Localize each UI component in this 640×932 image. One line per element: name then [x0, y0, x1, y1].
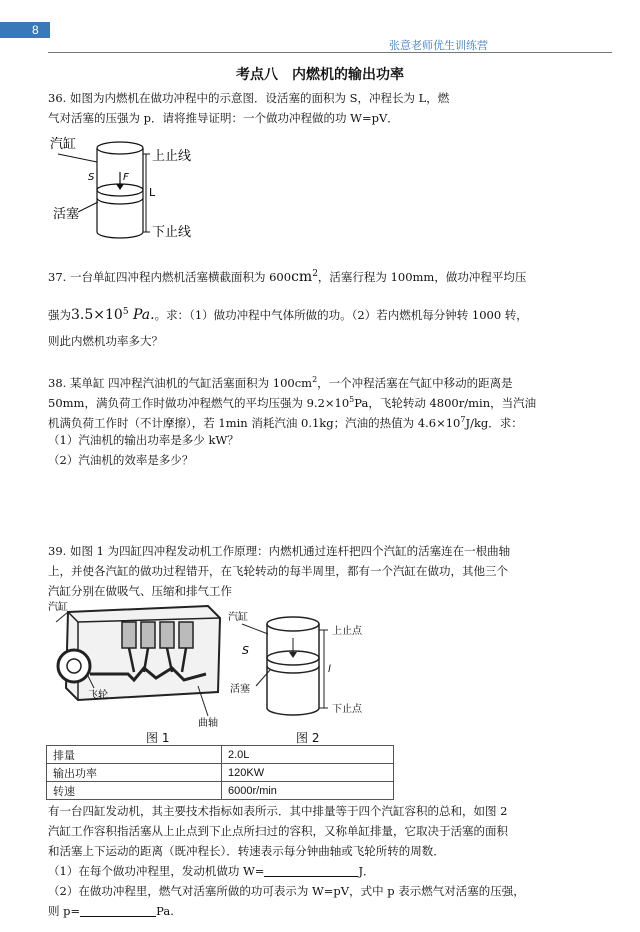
- fig1-label-crankshaft: 曲轴: [198, 718, 218, 728]
- q38-line-2-sup: 5: [349, 395, 355, 404]
- q39-sub-1b: J．: [358, 864, 375, 878]
- table-cell-value: 2.0L: [222, 746, 394, 764]
- q39-line-3: 汽缸分别在做吸气、压缩和排气工作: [48, 584, 232, 598]
- fig2-label-l: l: [328, 664, 331, 675]
- table-cell-name: 输出功率: [47, 764, 222, 782]
- q37-line-1: [48, 264, 526, 287]
- q37-pressure-sup: 5: [122, 307, 129, 317]
- page-number-tab: [0, 22, 50, 38]
- q37-line-3: 则此内燃机功率多大？: [48, 334, 163, 348]
- header-brand: 张意老师优生训练营: [389, 39, 488, 52]
- q37-line-1b: ，活塞行程为 100mm，做功冲程平均压: [317, 269, 527, 284]
- table-row: [47, 782, 394, 800]
- q37-pressure-unit: Pa.: [128, 306, 155, 323]
- answer-blank-p[interactable]: [80, 903, 156, 917]
- q39-para-2: 汽缸工作容积指活塞从上止点到下止点所扫过的容积，又称单缸排量，它取决于活塞的面积: [48, 824, 508, 838]
- q39-para-1: 有一台四缸发动机，其主要技术指标如表所示．其中排量等于四个汽缸容积的总和，如图 2: [48, 804, 508, 818]
- q37-line-2b: 。求：（1）做功冲程中气体所做的功。（2）若内燃机每分钟转 1000 转，: [154, 307, 528, 322]
- label-bottom-line: 下止线: [152, 225, 192, 240]
- engine-figure-1: [48, 600, 228, 728]
- q36-line-2: 气对活塞的压强为 p．请将推导证明：一个做功冲程做的功 W=pV．: [48, 111, 399, 125]
- q39-sub-3: [48, 901, 174, 921]
- label-s: S: [88, 172, 95, 183]
- fig2-label-top: 上止点: [332, 626, 362, 637]
- q36-piston-diagram: [48, 132, 228, 247]
- q39-sub-2: （2）在做功冲程里，燃气对活塞所做的功可表示为 W=pV，式中 p 表示燃气对活塞的压强，: [48, 884, 525, 898]
- q39-sub-1: [48, 861, 375, 881]
- q37-line-2: [48, 302, 528, 325]
- page-number: 8: [32, 23, 39, 37]
- q38-line-3a: 机满负荷工作时（不计摩擦），若 1min 消耗汽油 0.1kg；汽油的热值为 4.6×10: [48, 415, 461, 430]
- label-piston: 活塞: [53, 207, 80, 222]
- q38-line-1a: 38. 某单缸 四冲程汽油机的气缸活塞面积为 100cm: [48, 375, 313, 390]
- engine-figure-2: [228, 608, 378, 730]
- q37-line-1a: 37. 一台单缸四冲程内燃机活塞横截面积为 600: [48, 269, 292, 284]
- section-title: 考点八 内燃机的输出功率: [236, 67, 404, 83]
- fig1-label-cylinder: 汽缸: [48, 602, 68, 613]
- label-l: L: [149, 186, 156, 199]
- fig2-label-piston: 活塞: [230, 684, 250, 695]
- q39-line-2: 上，并使各汽缸的做功过程错开，在飞轮转动的每半周里，都有一个汽缸在做功，其他三个: [48, 564, 508, 578]
- table-row: [47, 746, 394, 764]
- q38-line-5: （2）汽油机的效率是多少？: [48, 453, 194, 467]
- spec-table: [46, 745, 394, 800]
- fig1-label-flywheel: 飞轮: [88, 690, 108, 701]
- table-row: [47, 764, 394, 782]
- table-cell-value: 120KW: [222, 764, 394, 782]
- label-f: F: [123, 172, 129, 183]
- q36-line-1: 36. 如图为内燃机在做功冲程中的示意图．设活塞的面积为 S，冲程长为 L，燃: [48, 91, 450, 105]
- fig2-label-cylinder: 汽缸: [228, 612, 248, 623]
- table-cell-value: 6000r/min: [222, 782, 394, 800]
- q37-line-2a: 强为: [48, 307, 71, 322]
- fig2-caption: 图 2: [296, 731, 320, 745]
- label-cylinder: 汽缸: [50, 137, 77, 152]
- header-rule: [48, 52, 612, 53]
- q38-line-3-sup: 7: [460, 415, 466, 424]
- q38-line-1b: ，一个冲程活塞在气缸中移动的距离是: [317, 375, 513, 390]
- fig1-caption: 图 1: [146, 731, 170, 745]
- fig2-label-s: S: [242, 644, 249, 657]
- answer-blank-w[interactable]: [264, 863, 358, 877]
- q39-sub-1a: （1）在每个做功冲程里，发动机做功 W=: [48, 864, 265, 878]
- q38-line-1-sup: 2: [312, 375, 318, 384]
- q38-line-2b: Pa，飞轮转动 4800r/min，当汽油: [354, 395, 537, 410]
- q39-line-1: 39. 如图 1 为四缸四冲程发动机工作原理：内燃机通过连杆把四个汽缸的活塞连在一根曲轴: [48, 544, 511, 558]
- q37-unit: cm: [291, 268, 313, 285]
- fig2-label-bottom: 下止点: [332, 704, 362, 715]
- table-cell-name: 转速: [47, 782, 222, 800]
- q38-line-2a: 50mm，满负荷工作时做功冲程燃气的平均压强为 9.2×10: [48, 395, 350, 410]
- q38-line-3b: J/kg．求：: [465, 415, 523, 430]
- table-cell-name: 排量: [47, 746, 222, 764]
- q39-para-3: 和活塞上下运动的距离（既冲程长）．转速表示每分钟曲轴或飞轮所转的周数．: [48, 844, 445, 858]
- label-top-line: 上止线: [152, 149, 192, 164]
- q37-pressure: 3.5×10: [71, 306, 123, 323]
- q39-sub-3b: Pa.: [156, 904, 174, 918]
- q37-unit-sup: 2: [312, 269, 318, 279]
- q39-sub-3a: 则 p=: [48, 904, 81, 918]
- q38-line-4: （1）汽油机的输出功率是多少 kW？: [48, 433, 239, 447]
